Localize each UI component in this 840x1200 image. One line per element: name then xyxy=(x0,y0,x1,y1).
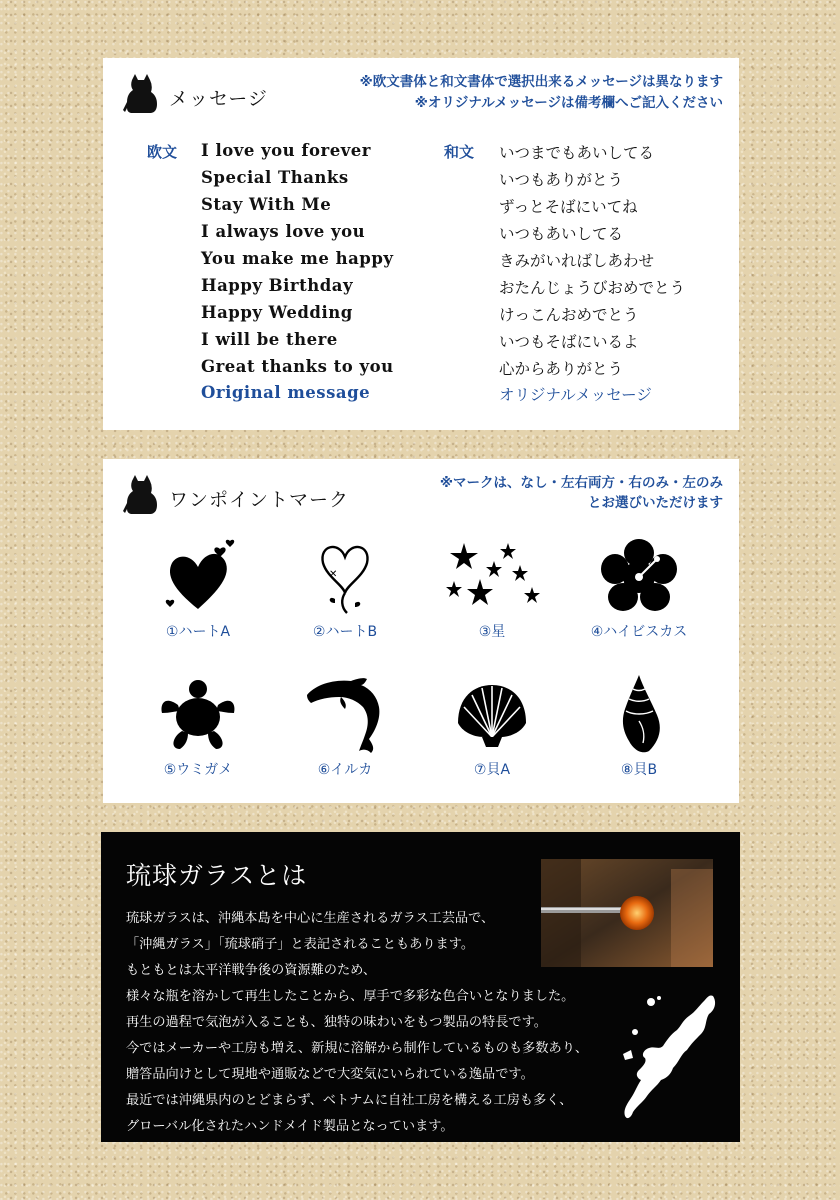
scallop-shell-icon xyxy=(452,675,532,755)
message-note-1: ※欧文書体と和文書体で選択出来るメッセージは異なります xyxy=(359,74,723,90)
about-paragraph-line: グローバル化されたハンドメイド製品となっています。 xyxy=(126,1119,454,1134)
mark-note-1: ※マークは、なし・左右両方・右のみ・左のみ xyxy=(439,475,723,491)
mark-option[interactable] xyxy=(138,537,258,641)
western-message: Happy Wedding xyxy=(201,303,353,322)
about-paragraph-line: 最近では沖縄県内のとどまらず、ベトナムに自社工房を構える工房も多く、 xyxy=(126,1093,573,1108)
mark-option[interactable] xyxy=(285,537,405,641)
about-paragraph-line: 「沖縄ガラス」「琉球硝子」と表記されることもあります。 xyxy=(126,937,475,952)
western-message: I love you forever xyxy=(201,141,371,160)
about-paragraph-line: 様々な瓶を溶かして再生したことから、厚手で多彩な色合いとなりました。 xyxy=(126,989,575,1004)
heart-b-icon xyxy=(305,537,385,617)
western-message-original: Original message xyxy=(201,383,371,402)
cat-icon xyxy=(123,475,159,515)
svg-text:✕: ✕ xyxy=(329,569,338,580)
japanese-message: いつまでもあいしてる xyxy=(499,144,655,162)
western-label: 欧文 xyxy=(147,143,178,161)
mark-title: ワンポイントマーク xyxy=(169,489,350,511)
about-panel xyxy=(101,832,740,1142)
mark-label: ⑥イルカ xyxy=(317,762,373,778)
conch-shell-icon xyxy=(599,675,679,755)
japanese-message: 心からありがとう xyxy=(499,360,624,378)
mark-label: ②ハートB xyxy=(312,624,378,640)
japanese-message: けっこんおめでとう xyxy=(499,306,639,324)
hibiscus-icon xyxy=(599,537,679,617)
japanese-message: ずっとそばにいてね xyxy=(499,198,638,216)
western-message: I will be there xyxy=(201,330,338,349)
mark-panel xyxy=(103,459,739,803)
japanese-message: いつもありがとう xyxy=(499,171,624,189)
western-message: Special Thanks xyxy=(201,168,349,187)
glassblowing-photo xyxy=(541,859,713,967)
cat-icon xyxy=(123,74,159,114)
stars-icon xyxy=(442,537,542,617)
japanese-message: おたんじょうびおめでとう xyxy=(499,279,686,297)
message-note-2: ※オリジナルメッセージは備考欄へご記入ください xyxy=(414,95,723,111)
japanese-label: 和文 xyxy=(444,143,475,161)
mark-option[interactable] xyxy=(432,675,552,779)
mark-label: ⑤ウミガメ xyxy=(163,762,233,778)
mark-label: ④ハイビスカス xyxy=(590,624,688,640)
mark-option[interactable] xyxy=(579,675,699,779)
sea-turtle-icon xyxy=(158,675,238,755)
about-title: 琉球ガラスとは xyxy=(126,861,308,890)
dolphin-icon xyxy=(305,675,385,755)
western-message: Great thanks to you xyxy=(201,357,394,376)
western-message: Stay With Me xyxy=(201,195,332,214)
mark-note-2: とお選びいただけます xyxy=(588,495,723,511)
western-message: I always love you xyxy=(201,222,366,241)
mark-label: ①ハートA xyxy=(165,624,231,640)
mark-label: ⑦貝A xyxy=(473,762,511,778)
message-title: メッセージ xyxy=(169,88,268,110)
japanese-message-original: オリジナルメッセージ xyxy=(499,386,652,404)
japanese-message: きみがいればしあわせ xyxy=(499,252,655,270)
mark-option[interactable] xyxy=(138,675,258,779)
about-paragraph-line: 再生の過程で気泡が入ることも、独特の味わいをもつ製品の特長です。 xyxy=(126,1015,547,1030)
message-panel xyxy=(103,58,739,430)
mark-label: ⑧貝B xyxy=(620,762,658,778)
okinawa-island-map xyxy=(621,992,721,1124)
about-paragraph-line: 今ではメーカーや工房も増え、新規に溶解から制作しているものも多数あり、 xyxy=(126,1041,589,1056)
mark-option[interactable] xyxy=(579,537,699,641)
mark-option[interactable] xyxy=(285,675,405,779)
about-paragraph-line: 琉球ガラスは、沖縄本島を中心に生産されるガラス工芸品で、 xyxy=(126,911,495,926)
mark-option[interactable] xyxy=(432,537,552,641)
about-paragraph-line: 贈答品向けとして現地や通販などで大変気にいられている逸品です。 xyxy=(126,1067,534,1082)
japanese-message: いつもあいしてる xyxy=(499,225,624,243)
heart-a-icon xyxy=(158,537,238,617)
mark-label: ③星 xyxy=(478,624,506,640)
western-message: Happy Birthday xyxy=(201,276,354,295)
western-message: You make me happy xyxy=(201,249,394,268)
japanese-message: いつもそばにいるよ xyxy=(499,333,639,351)
about-paragraph-line: もともとは太平洋戦争後の資源難のため、 xyxy=(126,963,377,978)
